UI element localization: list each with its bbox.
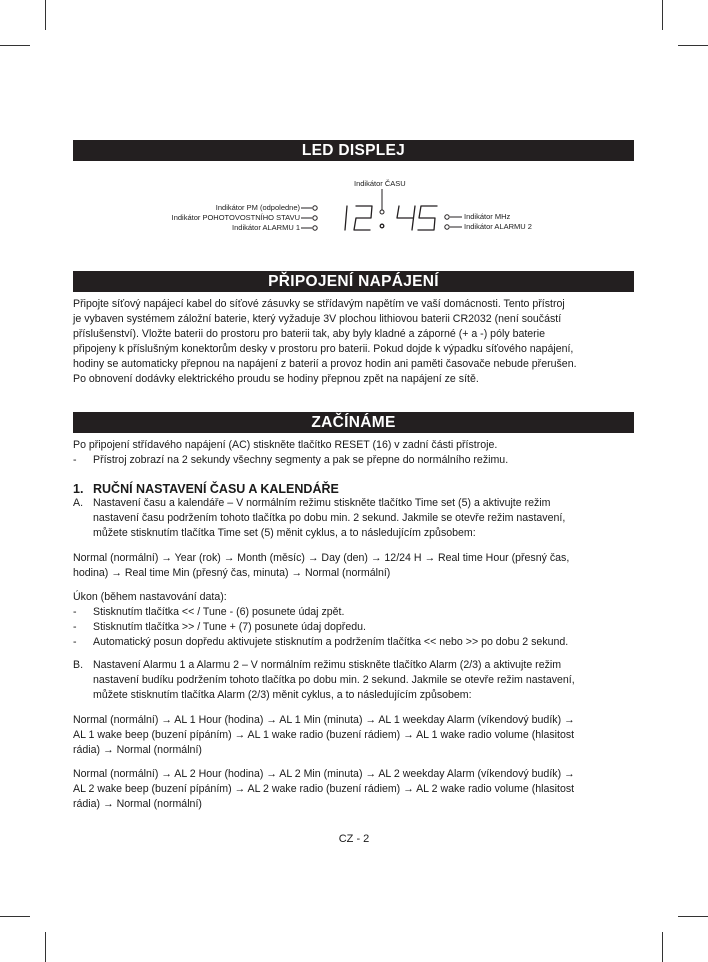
list-item-text: Automatický posun dopředu aktivujete stisknutím a podržením tlačítka << nebo >> po dobu 2 sekund.: [93, 636, 569, 648]
crop-mark: [662, 932, 663, 962]
text-line: Normal (normální) → Year (rok) → Month (měsíc) → Day (den) → 12/24 H → Real time Hour (přesný čas,: [73, 552, 570, 564]
power-paragraph: [73, 297, 643, 387]
label-pm-indicator: Indikátor PM (odpoledne): [215, 203, 300, 212]
label-standby-indicator: Indikátor POHOTOVOSTNÍHO STAVU: [171, 213, 300, 222]
label-alarm2-indicator: Indikátor ALARMU 2: [464, 222, 532, 231]
text-line: rádia) → Normal (normální): [73, 798, 202, 810]
text-line: je vybaven systémem záložní baterie, který vyžaduje 3V plochou lithiovou baterii CR2032 (není součástí: [73, 313, 562, 325]
crop-mark: [0, 916, 30, 917]
dash-marker: -: [73, 454, 77, 466]
item-marker: A.: [73, 497, 84, 509]
dash-marker: -: [73, 636, 77, 648]
list-item: [73, 605, 643, 620]
text-line: můžete stisknutím tlačítka Alarm (2/3) měnit cyklus, a to následujícím způsobem:: [93, 689, 472, 701]
text-line: nastavení budíku podržením tohoto tlačítka po dobu min. 2 sekund. Jakmile se otevře režim nastavení,: [93, 674, 575, 686]
item-marker: B.: [73, 659, 84, 671]
label-mhz-indicator: Indikátor MHz: [464, 212, 511, 221]
text-line: rádia) → Normal (normální): [73, 744, 202, 756]
text-line: Po obnovení dodávky elektrického proudu se hodiny přepnou zpět na napájení ze sítě.: [73, 373, 479, 385]
list-item: [73, 496, 643, 511]
text-line: Normal (normální) → AL 1 Hour (hodina) → AL 1 Min (minuta) → AL 1 weekday Alarm (víkendový budík) →: [73, 714, 575, 726]
section-title-power: PŘIPOJENÍ NAPÁJENÍ: [73, 271, 634, 292]
start-intro: [73, 438, 643, 468]
heading-text: RUČNÍ NASTAVENÍ ČASU A KALENDÁŘE: [93, 482, 339, 496]
section-title-led: LED DISPLEJ: [73, 140, 634, 161]
text-line: můžete stisknutím tlačítka Time set (5) měnit cyklus, a to následujícím způsobem:: [93, 527, 476, 539]
item-a: [73, 496, 643, 541]
text-line: AL 1 wake beep (buzení pípáním) → AL 1 wake radio (buzení rádiem) → AL 1 wake radio volume (hlasitost: [73, 729, 575, 741]
section-title-start: ZAČÍNÁME: [73, 412, 634, 433]
label-time-indicator: Indikátor ČASU: [354, 179, 406, 188]
ukon-title: Úkon (během nastavování data):: [73, 591, 227, 603]
list-item-text: Přístroj zobrazí na 2 sekundy všechny segmenty a pak se přepne do normálního režimu.: [93, 454, 509, 466]
text-line: připojeny k příslušným konektorům desky v prostoru pro baterii. Pokud dojde k výpadku síťového napájení,: [73, 343, 574, 355]
text-line: příslušenství). Vložte baterii do prostoru pro baterii tak, aby byly kladné a záporné (+ a -) póly baterie: [73, 328, 545, 340]
list-item: [73, 453, 643, 468]
led-display-diagram: [0, 0, 708, 260]
dash-marker: -: [73, 621, 77, 633]
text-line: nastavení času podržením tohoto tlačítka po dobu min. 2 sekund. Jakmile se otevře režim nastavení,: [93, 512, 566, 524]
text-line: hodina) → Real time Min (přesný čas, minuta) → Normal (normální): [73, 567, 391, 579]
text-line: hodiny se automaticky přepnou na napájení z baterií a provoz hodin ani paměti časovače nebude přerušen.: [73, 358, 577, 370]
item-b: [73, 658, 643, 703]
list-item-text: Stisknutím tlačítka << / Tune - (6) posunete údaj zpět.: [93, 606, 345, 618]
list-item-text: Nastavení času a kalendáře – V normálním režimu stiskněte tlačítko Time set (5) a aktivujte režim: [93, 497, 551, 509]
crop-mark: [45, 932, 46, 962]
alarm1-cycle: [73, 713, 643, 758]
list-item: [73, 658, 643, 673]
label-alarm1-indicator: Indikátor ALARMU 1: [232, 223, 300, 232]
list-item-text: Stisknutím tlačítka >> / Tune + (7) posunete údaj dopředu.: [93, 621, 366, 633]
text-line: Normal (normální) → AL 2 Hour (hodina) → AL 2 Min (minuta) → AL 2 weekday Alarm (víkendový budík) →: [73, 768, 575, 780]
dash-marker: -: [73, 606, 77, 618]
list-item-text: Nastavení Alarmu 1 a Alarmu 2 – V normálním režimu stiskněte tlačítko Alarm (2/3) a aktivujte režim: [93, 659, 562, 671]
page-number: CZ - 2: [338, 833, 370, 845]
time-cycle: [73, 551, 643, 581]
list-item: [73, 635, 643, 650]
alarm2-cycle: [73, 767, 643, 812]
text-line: Připojte síťový napájecí kabel do síťové zásuvky se střídavým napětím ve vaší domácnosti. Tento přístroj: [73, 298, 565, 310]
subsection-heading: [73, 482, 339, 496]
list-item: [73, 620, 643, 635]
crop-mark: [678, 916, 708, 917]
intro-text: Po připojení střídavého napájení (AC) stiskněte tlačítko RESET (16) v zadní části přístroje.: [73, 439, 498, 451]
text-line: AL 2 wake beep (buzení pípáním) → AL 2 wake radio (buzení rádiem) → AL 2 wake radio volume (hlasitost: [73, 783, 575, 795]
ukon-block: [73, 590, 643, 650]
heading-number: 1.: [73, 482, 84, 496]
